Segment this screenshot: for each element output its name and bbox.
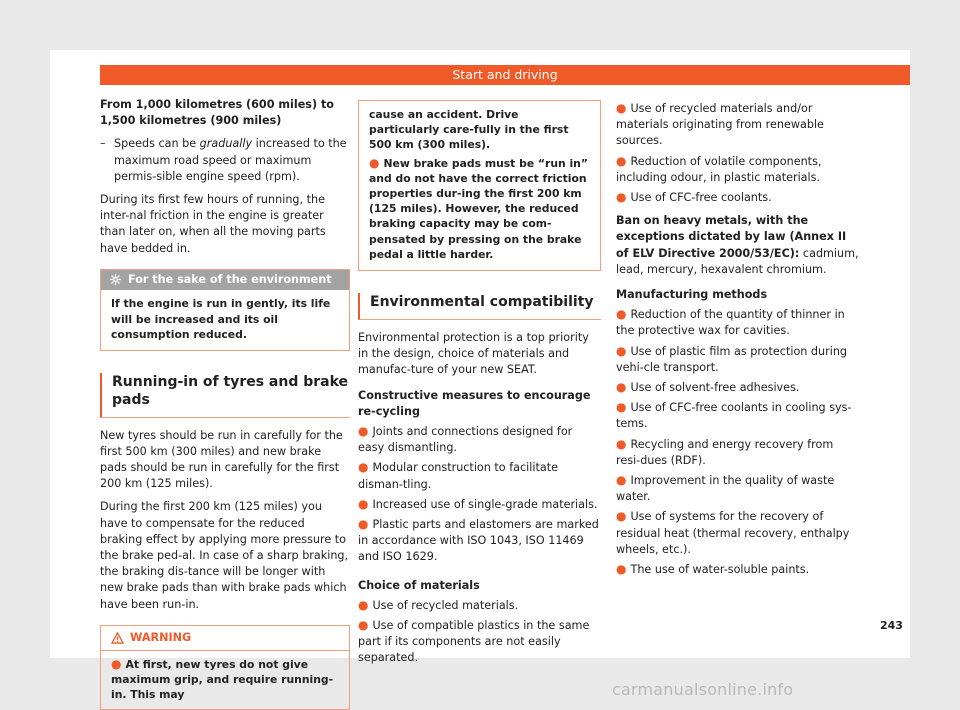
subheading-materials: Choice of materials xyxy=(358,578,480,592)
bullet-icon: ● xyxy=(616,562,627,577)
bullet-icon: ● xyxy=(358,618,369,633)
bullet-icon: ● xyxy=(616,190,627,205)
list-item: ● Improvement in the quality of waste water. xyxy=(616,473,835,504)
bullet-icon: ● xyxy=(358,597,369,612)
list-item: ● Use of plastic film as protection during vehi-cle transport. xyxy=(616,343,848,374)
section-title-environment: Environmental compatibility xyxy=(358,293,601,320)
warning-continued xyxy=(358,100,601,271)
heavy-metals-paragraph: Ban on heavy metals, with the exceptions dictated by law (Annex II of ELV Directive 2000/53/EC): cadmium, lead, mercury, hexavalent chromium. xyxy=(616,214,859,276)
list-item: ● Use of CFC-free coolants. xyxy=(616,190,772,205)
bullet-icon: ● xyxy=(358,517,369,532)
bullet-icon: ● xyxy=(616,307,627,322)
bullet-icon: ● xyxy=(358,424,369,439)
subheading-recycling: Constructive measures to encourage re-cycling xyxy=(358,388,591,418)
running-in-heading: From 1,000 kilometres (600 miles) to 1,500 kilometres (900 miles) xyxy=(100,98,334,128)
bullet-icon: ● xyxy=(616,380,627,395)
list-item: ● Modular construction to facilitate disman-tling. xyxy=(358,460,558,491)
environment-note-title: For the sake of the environment xyxy=(128,272,332,286)
list-item: ● The use of water-soluble paints. xyxy=(616,562,810,577)
bullet-icon: ● xyxy=(616,509,627,524)
list-item: ● Joints and connections designed for easy dismantling. xyxy=(358,424,573,455)
paragraph: During the first 200 km (125 miles) you have to compensate for the reduced braking effect by applying more pressure to the brake ped-al. In case of a sharp braking, the braking dis-tance will be longer with new brake pads than with brake pads which have been run-in. xyxy=(100,500,349,611)
warning-cont-text: cause an accident. Drive particularly care-fully in the first 500 km (300 miles). xyxy=(369,108,569,152)
column-3 xyxy=(616,100,860,581)
bullet-icon: ● xyxy=(616,436,627,451)
warning-body: ● At first, new tyres do not give maximum grip, and require running-in. This may xyxy=(111,656,334,702)
warning-title: WARNING xyxy=(130,630,192,644)
dash-item xyxy=(100,136,350,185)
list-item: ● Use of CFC-free coolants in cooling sys-tems. xyxy=(616,400,852,431)
paragraph: During its first few hours of running, the inter-nal friction in the engine is greater than later on, when all the moving parts have bedded in. xyxy=(100,193,326,255)
leaf-icon xyxy=(109,273,122,286)
bullet-icon: ● xyxy=(358,496,369,511)
bullet-icon: ● xyxy=(616,400,627,415)
list-item: ● Increased use of single-grade materials. xyxy=(358,496,598,511)
subheading-manufacturing: Manufacturing methods xyxy=(616,288,768,302)
bullet-icon: ● xyxy=(616,343,627,358)
list-item: ● Recycling and energy recovery from resi-dues (RDF). xyxy=(616,436,834,467)
warning-triangle-icon xyxy=(111,632,124,644)
paragraph: Environmental protection is a top priority in the design, choice of materials and manufac-ture of your new SEAT. xyxy=(358,331,589,377)
list-item: ● Plastic parts and elastomers are marked in accordance with ISO 1043, ISO 11469 and ISO 1629. xyxy=(358,517,599,564)
warning-header xyxy=(101,626,349,651)
bullet-icon: ● xyxy=(358,460,369,475)
warning-bullet: ● New brake pads must be “run in” and do not have the correct friction properties dur-ing the first 200 km (125 miles). However, the reduced braking capacity may be com-pensated by pressing on the brake pedal a little harder. xyxy=(369,155,588,261)
column-1 xyxy=(100,97,350,710)
list-item: ● Use of recycled materials and/or materials originating from renewable sources. xyxy=(616,101,824,148)
environment-note xyxy=(100,269,350,351)
list-item: ● Use of recycled materials. xyxy=(358,597,519,612)
chapter-header: Start and driving xyxy=(100,65,910,85)
page-number: 243 xyxy=(880,619,903,632)
environment-note-header xyxy=(101,270,349,290)
list-item: ● Reduction of volatile components, including odour, in plastic materials. xyxy=(616,153,822,184)
dash-mark: – xyxy=(100,137,106,151)
list-item: ● Use of compatible plastics in the same part if its components are not easily separated. xyxy=(358,618,590,665)
bullet-icon: ● xyxy=(111,656,122,671)
bullet-icon: ● xyxy=(616,101,627,115)
environment-note-body: If the engine is run in gently, its life will be increased and its oil consumption reduced. xyxy=(111,297,331,342)
warning-box xyxy=(100,625,350,710)
paragraph: New tyres should be run in carefully for the first 500 km (300 miles) and new brake pads should be run in carefully for the first 200 km (125 miles). xyxy=(100,428,343,491)
dash-text: Speeds can be gradually increased to the maximum road speed or maximum permis-sible engine speed (rpm). xyxy=(114,137,347,183)
bullet-icon: ● xyxy=(616,473,627,488)
section-title-tyres: Running-in of tyres and brake pads xyxy=(100,373,350,418)
list-item: ● Use of solvent-free adhesives. xyxy=(616,380,800,395)
list-item: ● Use of systems for the recovery of residual heat (thermal recovery, enthalpy wheels, etc.). xyxy=(616,509,850,556)
list-item: ● Reduction of the quantity of thinner in the protective wax for cavities. xyxy=(616,307,845,338)
bullet-icon: ● xyxy=(369,155,380,170)
watermark: carmanualsonline.info xyxy=(612,680,794,699)
bullet-icon: ● xyxy=(616,153,627,168)
column-2 xyxy=(358,100,601,670)
